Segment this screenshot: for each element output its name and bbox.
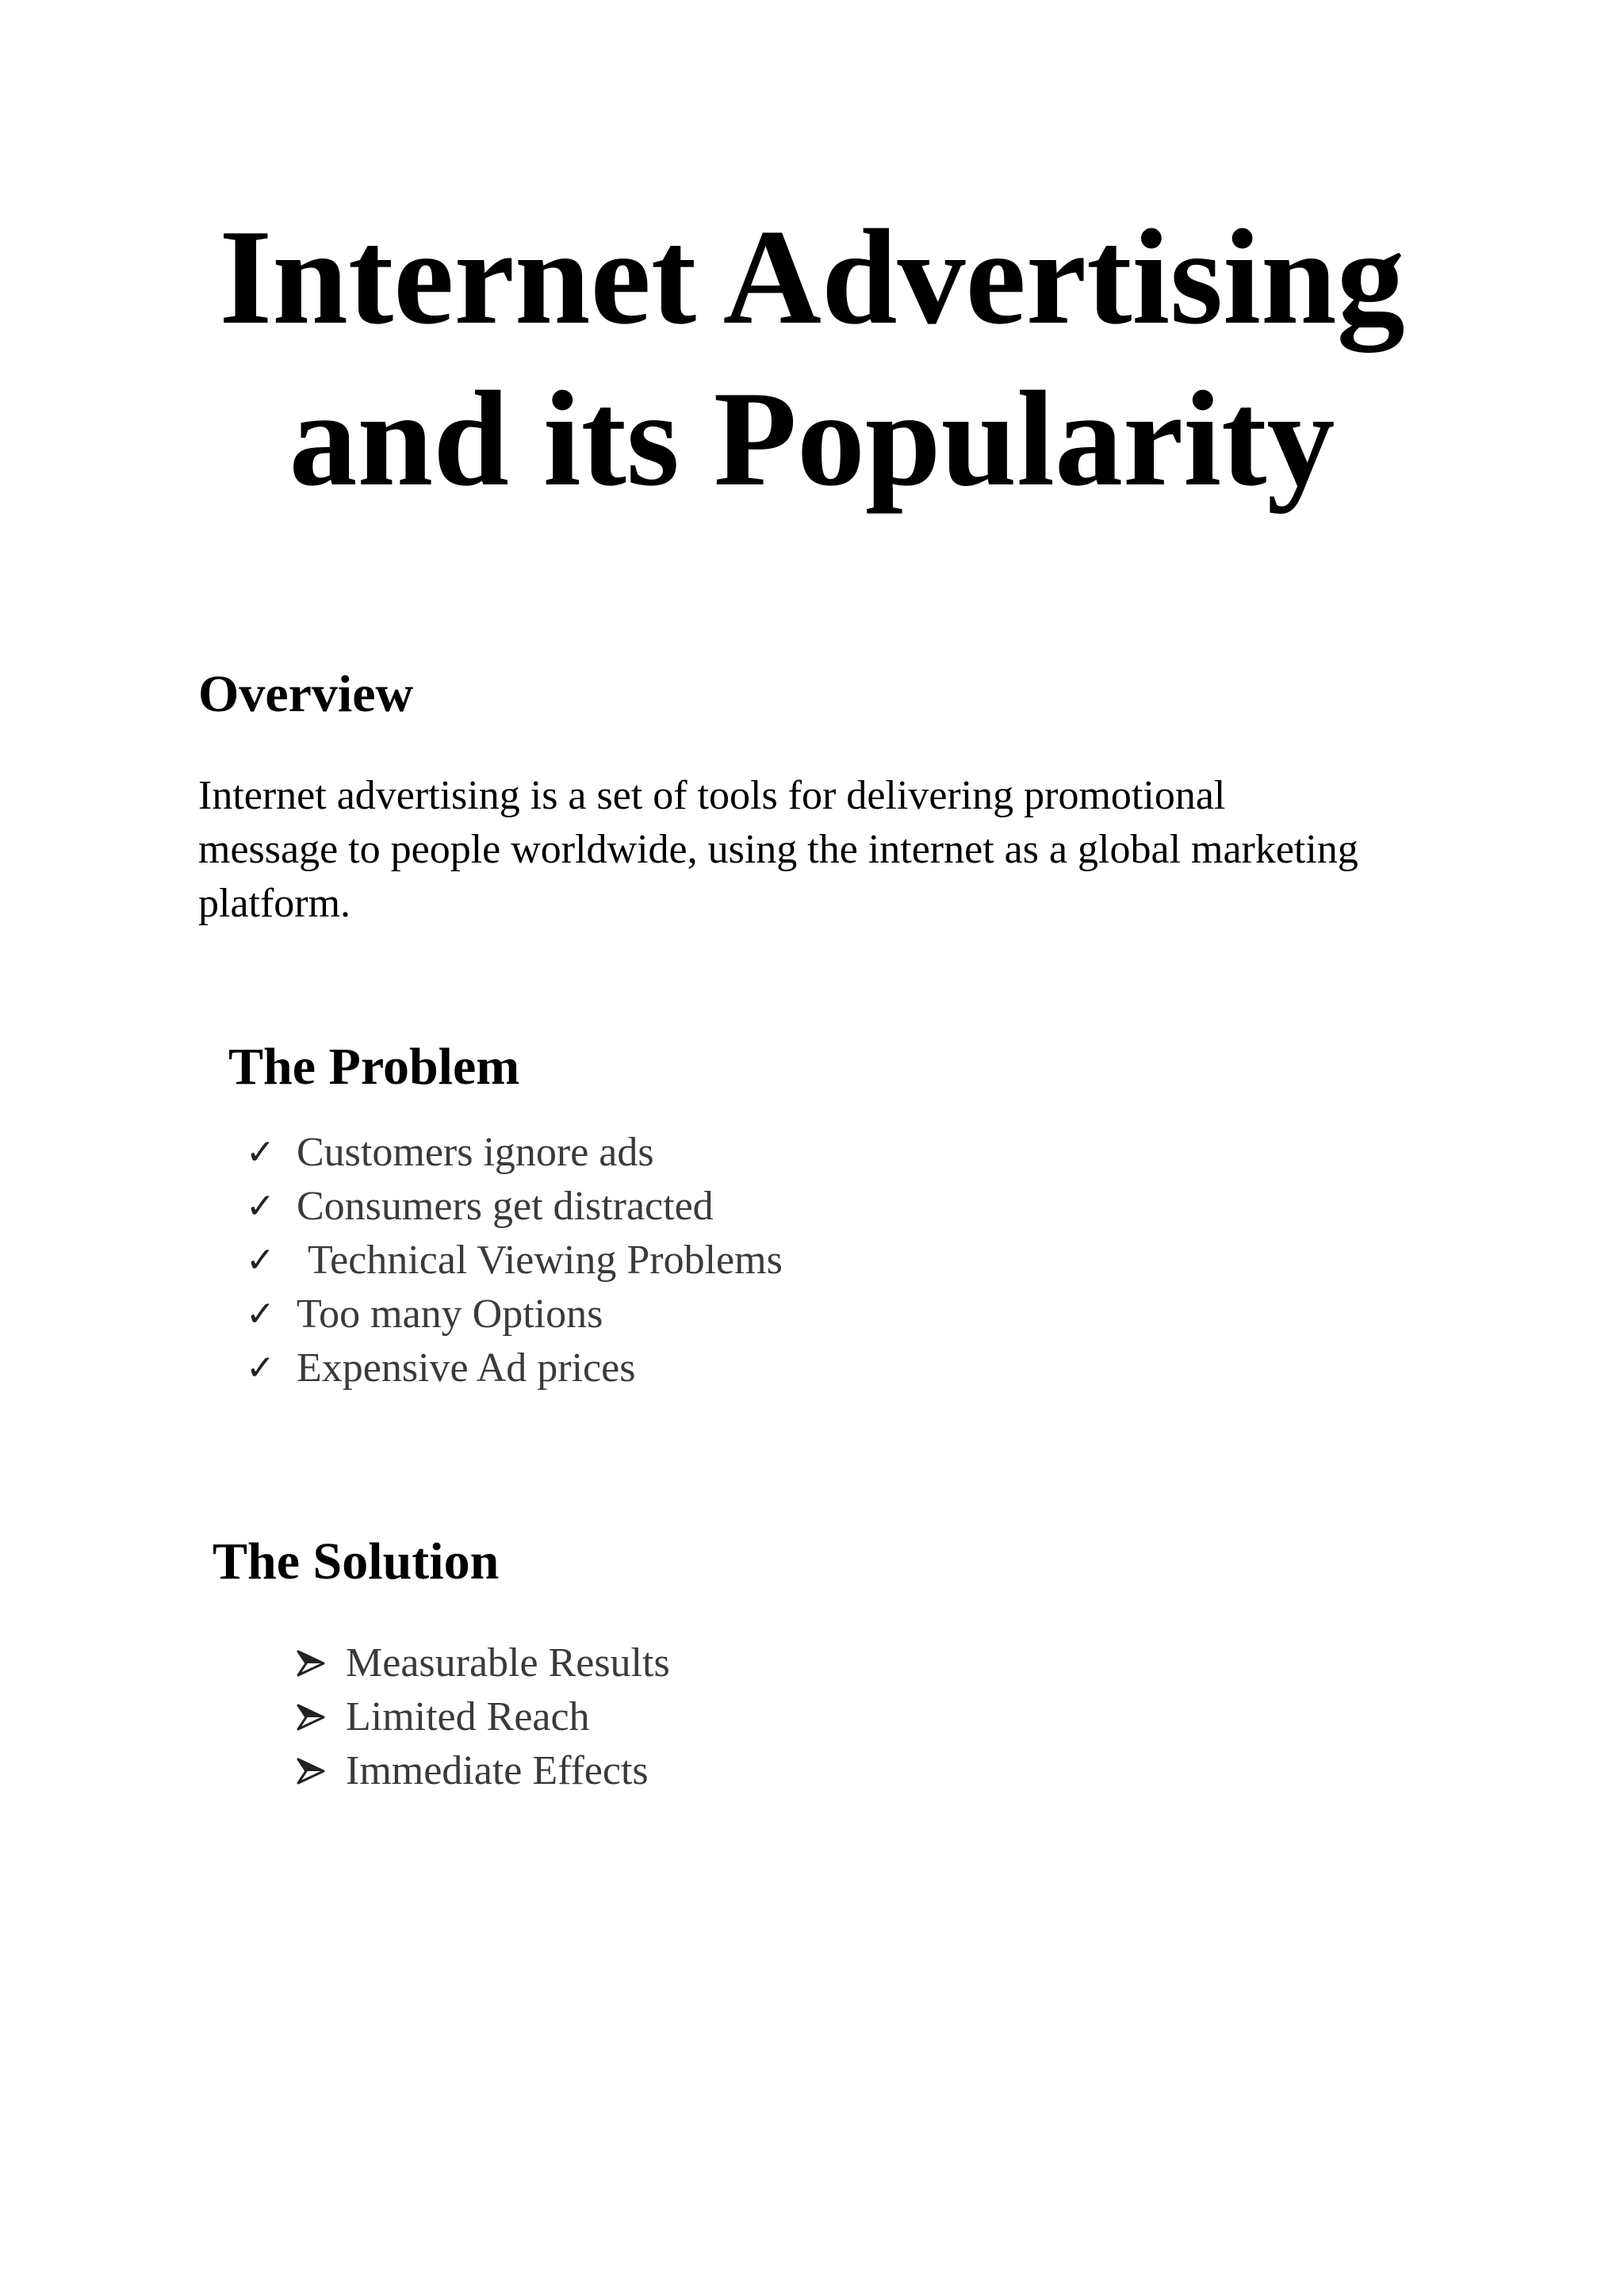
problem-heading: The Problem bbox=[228, 1038, 520, 1096]
overview-line-2: message to people worldwide, using the internet as a global marketing bbox=[198, 827, 1358, 872]
list-item bbox=[246, 1234, 783, 1288]
check-icon: ✓ bbox=[246, 1132, 275, 1173]
arrow-icon bbox=[297, 1636, 346, 1690]
solution-item-text: Measurable Results bbox=[346, 1640, 670, 1686]
check-icon: ✓ bbox=[246, 1348, 275, 1388]
solution-heading: The Solution bbox=[213, 1533, 500, 1590]
page-title bbox=[0, 197, 1624, 520]
overview-line-1: Internet advertising is a set of tools for delivering promotional bbox=[198, 773, 1226, 818]
page-title-line-2: and its Popularity bbox=[289, 364, 1335, 515]
list-item bbox=[297, 1744, 670, 1798]
list-item bbox=[297, 1636, 670, 1690]
list-item bbox=[246, 1341, 783, 1395]
arrow-icon bbox=[297, 1744, 346, 1798]
problem-item-text: Customers ignore ads bbox=[297, 1130, 654, 1175]
solution-item-text: Limited Reach bbox=[346, 1694, 590, 1739]
page-title-line-1: Internet Advertising bbox=[219, 202, 1405, 353]
problem-list bbox=[246, 1126, 783, 1395]
arrow-icon bbox=[297, 1690, 346, 1744]
list-item bbox=[297, 1690, 670, 1744]
solution-item-text: Immediate Effects bbox=[346, 1748, 649, 1793]
list-item bbox=[246, 1126, 783, 1180]
problem-item-text: Consumers get distracted bbox=[297, 1184, 714, 1229]
list-item bbox=[246, 1288, 783, 1341]
problem-item-text: Expensive Ad prices bbox=[297, 1345, 636, 1391]
overview-line-3: platform. bbox=[198, 881, 351, 926]
check-icon: ✓ bbox=[246, 1186, 275, 1226]
overview-heading: Overview bbox=[198, 665, 414, 723]
solution-list bbox=[297, 1636, 670, 1798]
problem-item-text: Too many Options bbox=[297, 1292, 603, 1337]
check-icon: ✓ bbox=[246, 1294, 275, 1334]
check-icon: ✓ bbox=[246, 1240, 275, 1280]
overview-paragraph bbox=[198, 769, 1467, 931]
problem-item-text: Technical Viewing Problems bbox=[308, 1238, 783, 1283]
list-item bbox=[246, 1180, 783, 1234]
